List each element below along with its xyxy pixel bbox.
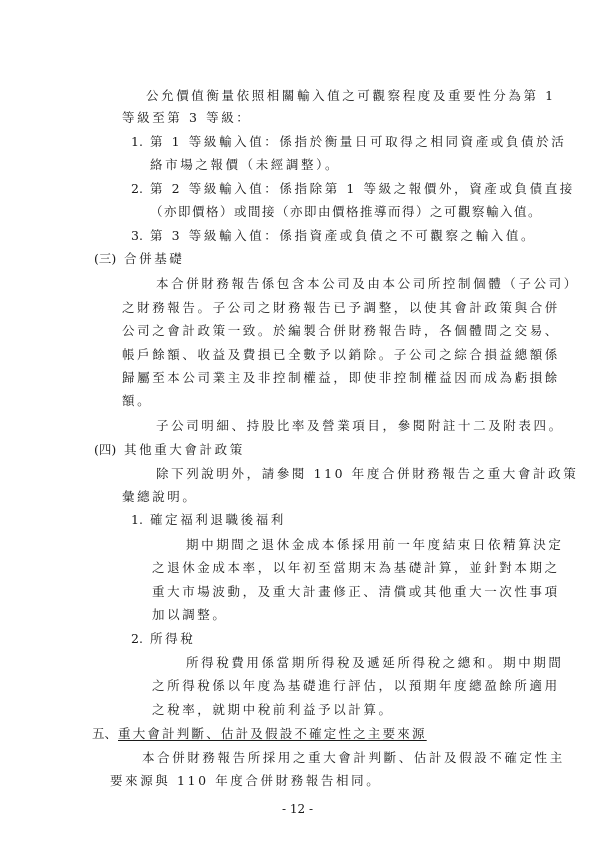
item-2-number: 2. — [131, 631, 143, 646]
item-2-line-2: 之所得稅係以年度為基礎進行評估，以預期年度總盈餘所適用 — [152, 678, 560, 693]
level-2-number: 2. — [131, 181, 143, 196]
section-5-title: 重大會計判斷、估計及假設不確定性之主要來源 — [118, 726, 427, 741]
section-3-marker: (三) — [94, 251, 117, 266]
section-4-title: 其他重大會計政策 — [124, 442, 245, 457]
section-5-marker: 五、 — [92, 726, 118, 741]
level-1-number: 1. — [131, 134, 143, 149]
item-1-title: 確定福利退職後福利 — [150, 512, 286, 527]
section-3-para-line-2: 之財務報告。子公司之財務報告已予調整，以使其會計政策與合併 — [122, 300, 560, 315]
level-3-number: 3. — [131, 228, 143, 243]
item-2-title: 所得稅 — [150, 631, 196, 646]
item-1-line-3: 重大市場波動，及重大計畫修正、清償或其他重大一次性事項 — [152, 584, 560, 599]
section-3-para-line-4: 帳戶餘額、收益及費損已全數予以銷除。子公司之綜合損益總額係 — [122, 347, 560, 362]
level-3-line-1: 第 3 等級輸入值：係指資產或負債之不可觀察之輸入值。 — [150, 228, 537, 243]
level-1-line-1: 第 1 等級輸入值：係指於衡量日可取得之相同資產或負債於活 — [150, 134, 567, 149]
section-3-para-line-1: 本合併財務報告係包含本公司及由本公司所控制個體（子公司） — [156, 276, 579, 291]
page-number: - 12 - — [281, 802, 313, 816]
section-4-para-line-2: 彙總說明。 — [122, 489, 198, 504]
section-3-title: 合併基礎 — [124, 251, 185, 266]
section-3-para-2: 子公司明細、持股比率及營業項目，參閱附註十二及附表四。 — [156, 418, 564, 433]
section-4-marker: (四) — [94, 442, 117, 457]
section-3-para-line-5: 歸屬至本公司業主及非控制權益，即使非控制權益因而成為虧損餘 — [122, 370, 560, 385]
item-1-line-4: 加以調整。 — [152, 607, 228, 622]
section-5-line-1: 本合併財務報告所採用之重大會計判斷、估計及假設不確定性主 — [142, 750, 565, 765]
item-2-line-1: 所得稅費用係當期所得稅及遞延所得稅之總和。期中期間 — [186, 655, 564, 670]
item-2-line-3: 之稅率，就期中稅前利益予以計算。 — [152, 702, 394, 717]
level-1-line-2: 絡市場之報價（未經調整）。 — [150, 157, 341, 172]
level-2-line-1: 第 2 等級輸入值：係指除第 1 等級之報價外，資產或負債直接 — [150, 181, 575, 196]
level-2-line-2: （亦即價格）或間接（亦即由價格推導而得）之可觀察輸入值。 — [150, 204, 543, 219]
intro-line-1: 公允價值衡量依照相關輸入值之可觀察程度及重要性分為第 1 — [146, 88, 556, 103]
section-3-para-line-6: 額。 — [122, 393, 153, 408]
item-1-number: 1. — [131, 512, 143, 527]
section-5-line-2: 要來源與 110 年度合併財務報告相同。 — [110, 773, 382, 788]
section-4-para-line-1: 除下列說明外，請參閱 110 年度合併財務報告之重大會計政策 — [156, 466, 579, 481]
item-1-line-2: 之退休金成本率，以年初至當期末為基礎計算，並針對本期之 — [152, 560, 560, 575]
intro-line-2: 等級至第 3 等級： — [122, 110, 252, 125]
section-3-para-line-3: 公司之會計政策一致。於編製合併財務報告時，各個體間之交易、 — [122, 323, 560, 338]
item-1-line-1: 期中期間之退休金成本係採用前一年度結束日依精算決定 — [186, 537, 564, 552]
